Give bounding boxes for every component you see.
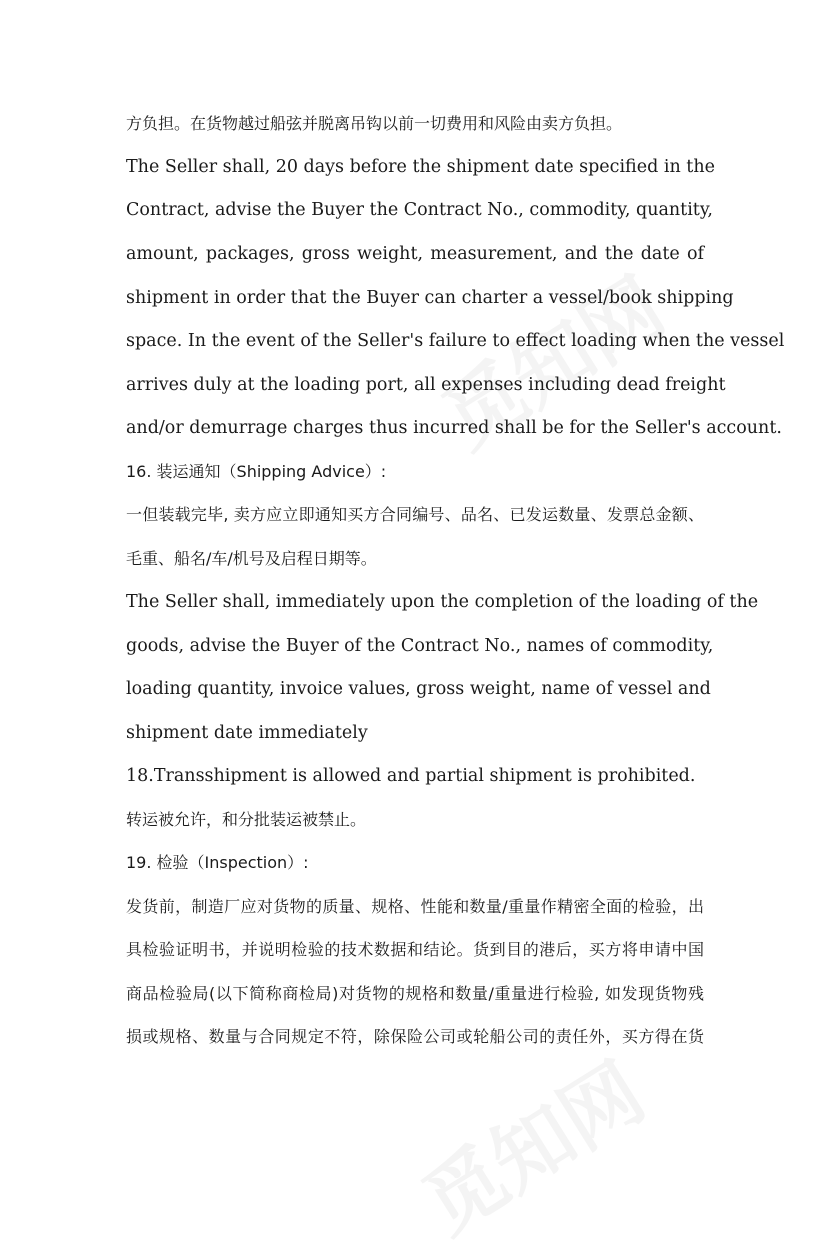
paragraph-line-cn: 毛重、船名/车/机号及启程日期等。	[126, 549, 377, 568]
paragraph-line-cn: 一但装载完毕, 卖方应立即通知买方合同编号、品名、已发运数量、发票总金额、	[126, 505, 704, 524]
section-heading-18: 18.Transshipment is allowed and partial shipment is prohibited.	[126, 766, 696, 786]
watermark	[398, 1030, 662, 1255]
section-heading-19: 19. 检验（Inspection）:	[126, 853, 309, 872]
paragraph-line: shipment in order that the Buyer can charter a vessel/book shipping	[126, 288, 734, 308]
paragraph-line: amount, packages, gross weight, measurement, and the date of	[126, 244, 704, 264]
paragraph-line-cn: 损或规格、数量与合同规定不符，除保险公司或轮船公司的责任外，买方得在货	[126, 1027, 704, 1046]
paragraph-line-cn: 发货前，制造厂应对货物的质量、规格、性能和数量/重量作精密全面的检验，出	[126, 897, 704, 916]
paragraph-line: Contract, advise the Buyer the Contract No., commodity, quantity,	[126, 200, 713, 220]
paragraph-line: arrives duly at the loading port, all expenses including dead freight	[126, 375, 726, 395]
paragraph-line-cn: 转运被允许，和分批装运被禁止。	[126, 810, 367, 829]
paragraph-line-cn: 方负担。在货物越过船弦并脱离吊钩以前一切费用和风险由卖方负担。	[126, 114, 623, 133]
section-heading-16: 16. 装运通知（Shipping Advice）:	[126, 462, 387, 481]
paragraph-line: loading quantity, invoice values, gross weight, name of vessel and	[126, 679, 711, 699]
paragraph-line: space. In the event of the Seller's failure to effect loading when the vessel	[126, 331, 785, 351]
paragraph-line-cn: 具检验证明书，并说明检验的技术数据和结论。货到目的港后，买方将申请中国	[126, 940, 704, 959]
paragraph-line: shipment date immediately	[126, 723, 368, 743]
paragraph-line: and/or demurrage charges thus incurred shall be for the Seller's account.	[126, 418, 782, 438]
paragraph-line: The Seller shall, 20 days before the shipment date specified in the	[126, 157, 715, 177]
paragraph-line: goods, advise the Buyer of the Contract No., names of commodity,	[126, 636, 714, 656]
paragraph-line-cn: 商品检验局(以下简称商检局)对货物的规格和数量/重量进行检验, 如发现货物残	[126, 984, 704, 1003]
paragraph-line: The Seller shall, immediately upon the completion of the loading of the	[126, 592, 759, 612]
